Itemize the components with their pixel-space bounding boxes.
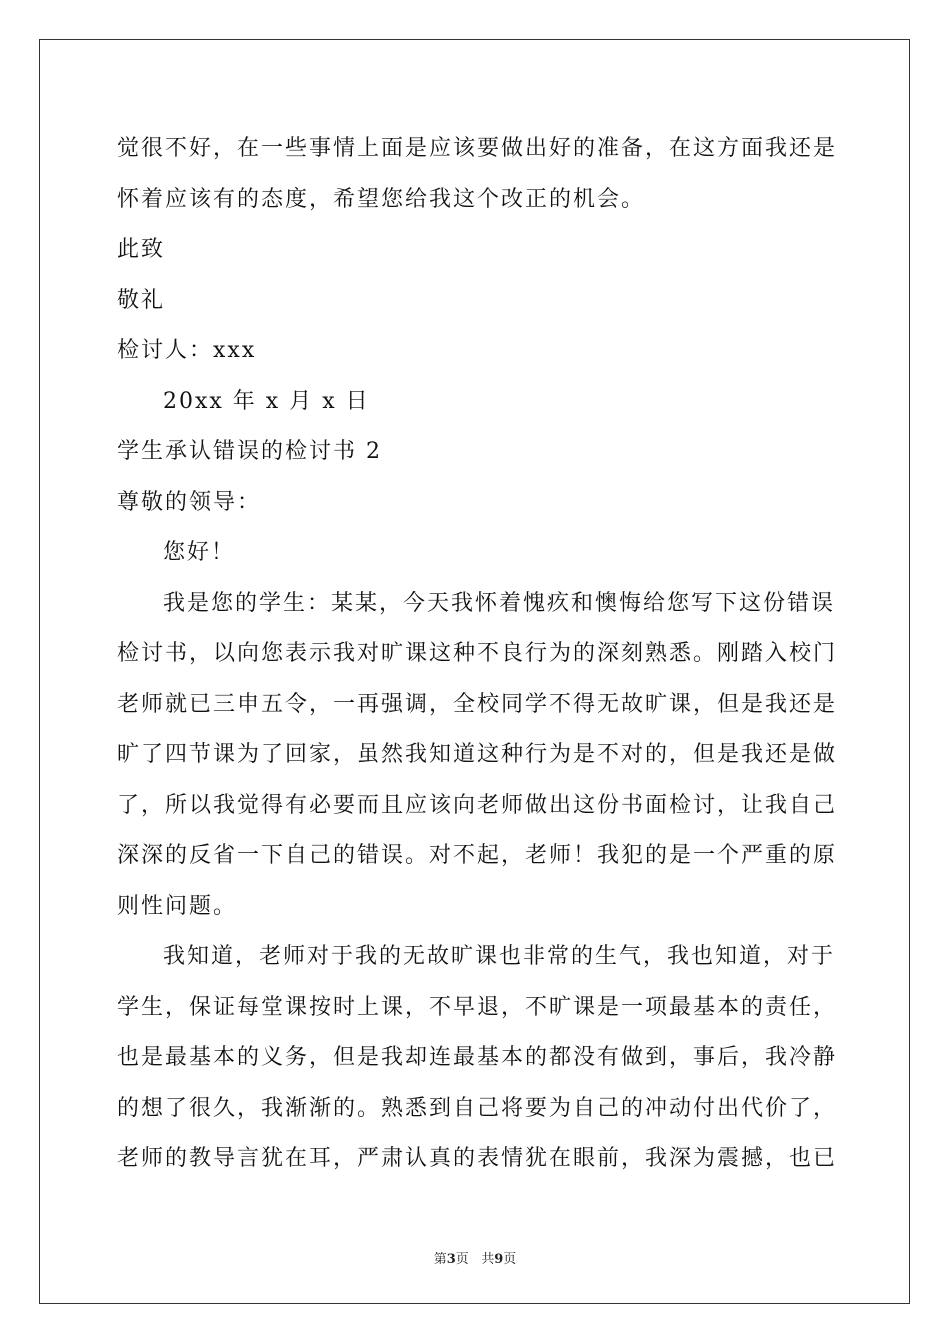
document-body <box>117 124 837 1185</box>
current-page-number: 3 <box>446 1252 456 1267</box>
text-line: 我知道，老师对于我的无故旷课也非常的生气，我也知道，对于 <box>163 944 836 969</box>
text-line: 怀着应该有的态度，希望您给我这个改正的机会。 <box>117 186 646 212</box>
salutation: 尊敬的领导： <box>117 489 262 515</box>
text-line: 老师的教导言犹在耳，严肃认真的表情犹在眼前，我深为震撼，也已 <box>117 1146 838 1171</box>
text-line: 的想了很久，我渐渐的。熟悉到自己将要为自己的冲动付出代价了， <box>117 1095 838 1121</box>
total-pages-number: 9 <box>494 1252 504 1267</box>
closing-regards: 敬礼 <box>117 287 166 313</box>
closing-salutation: 此致 <box>117 237 166 262</box>
greeting: 您好！ <box>163 540 236 565</box>
text-line: 则性问题。 <box>117 893 238 919</box>
total-suffix: 页 <box>503 1252 517 1267</box>
date-line: 20xx 年 x 月 x 日 <box>163 388 370 414</box>
page-prefix: 第 <box>433 1252 447 1267</box>
text-line: 老师就已三申五令，一再强调，全校同学不得无故旷课，但是我还是 <box>117 691 838 717</box>
text-line: 学生，保证每堂课按时上课，不早退，不旷课是一项最基本的责任， <box>117 994 838 1020</box>
page-suffix: 页 <box>455 1252 469 1267</box>
total-prefix: 共 <box>481 1252 495 1267</box>
text-line: 我是您的学生：某某，今天我怀着愧疚和懊悔给您写下这份错误 <box>163 590 836 616</box>
section-title: 学生承认错误的检讨书 2 <box>117 439 382 464</box>
text-line: 也是最基本的义务，但是我却连最基本的都没有做到，事后，我冷静 <box>117 1045 838 1070</box>
signature-line: 检讨人：xxx <box>117 338 257 363</box>
page-footer <box>0 1248 950 1267</box>
text-line: 觉很不好，在一些事情上面是应该要做出好的准备，在这方面我还是 <box>117 136 838 161</box>
text-line: 旷了四节课为了回家，虽然我知道这种行为是不对的，但是我还是做 <box>117 742 838 767</box>
text-line: 检讨书，以向您表示我对旷课这种不良行为的深刻熟悉。刚踏入校门 <box>117 641 838 666</box>
text-line: 深深的反省一下自己的错误。对不起，老师！我犯的是一个严重的原 <box>117 843 838 868</box>
text-line: 了，所以我觉得有必要而且应该向老师做出这份书面检讨，让我自己 <box>117 792 838 818</box>
